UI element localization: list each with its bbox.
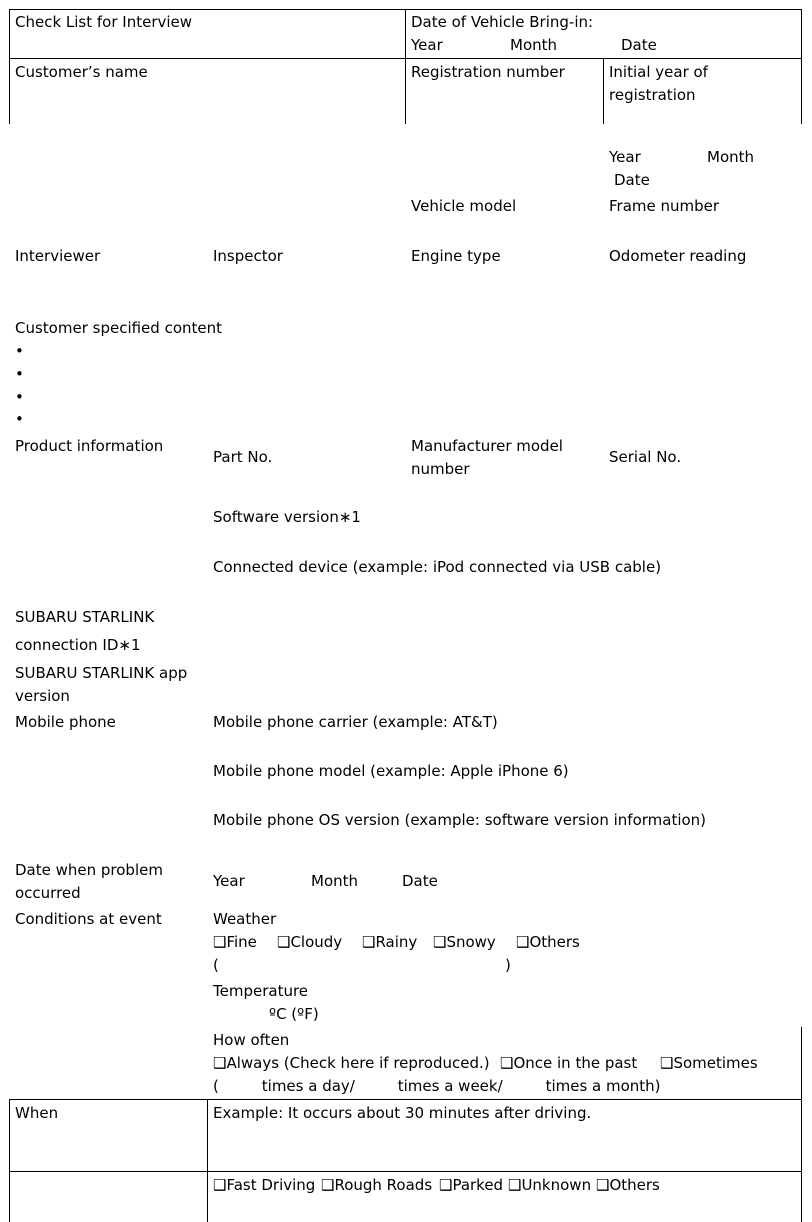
rule — [207, 1099, 208, 1222]
customer-content-label: Customer specified content — [15, 319, 223, 337]
parked-checkbox[interactable]: ❑Parked — [439, 1176, 504, 1194]
weather-snowy-checkbox[interactable]: ❑Snowy — [433, 933, 496, 951]
temperature-unit: ºC (ºF) — [269, 1005, 319, 1023]
initial-year-year: Year — [609, 148, 641, 166]
engine-type-label: Engine type — [411, 247, 501, 265]
bullet: • — [15, 388, 24, 406]
fast-driving-checkbox[interactable]: ❑Fast Driving — [213, 1176, 316, 1194]
rule — [9, 1099, 802, 1100]
starlink-line1: SUBARU STARLINK — [15, 608, 155, 626]
weather-paren-close: ) — [505, 956, 511, 974]
sometimes-checkbox[interactable]: ❑Sometimes — [660, 1054, 758, 1072]
weather-rainy-checkbox[interactable]: ❑Rainy — [362, 933, 418, 951]
weather-cloudy-checkbox[interactable]: ❑Cloudy — [277, 933, 343, 951]
rough-roads-checkbox[interactable]: ❑Rough Roads — [321, 1176, 433, 1194]
always-checkbox[interactable]: ❑Always (Check here if reproduced.) — [213, 1054, 490, 1072]
product-info-label: Product information — [15, 437, 164, 455]
starlink-line2: connection ID∗1 — [15, 636, 141, 654]
initial-year-label: Initial year of registration — [609, 63, 708, 104]
mobile-phone-label: Mobile phone — [15, 713, 116, 731]
problem-date-year: Year — [213, 872, 245, 890]
form-title: Check List for Interview — [15, 13, 193, 31]
part-no-label: Part No. — [213, 448, 273, 466]
rule — [801, 9, 802, 124]
rule — [603, 58, 604, 124]
when-example: Example: It occurs about 30 minutes after driving. — [213, 1104, 592, 1122]
when-label: When — [15, 1104, 59, 1122]
inspector-label: Inspector — [213, 247, 283, 265]
mobile-carrier-label: Mobile phone carrier (example: AT&T) — [213, 713, 498, 731]
conditions-label: Conditions at event — [15, 910, 162, 928]
manufacturer-model-label: Manufacturer model number — [411, 437, 563, 478]
frequency-text: ( times a day/ times a week/ times a month) — [213, 1077, 661, 1095]
bullet: • — [15, 365, 24, 383]
bring-in-month: Month — [510, 36, 558, 54]
mobile-os-label: Mobile phone OS version (example: software version information) — [213, 811, 707, 829]
interviewer-label: Interviewer — [15, 247, 101, 265]
rule — [9, 1171, 802, 1172]
mobile-model-label: Mobile phone model (example: Apple iPhone 6) — [213, 762, 569, 780]
rule — [9, 1099, 10, 1222]
frame-number-label: Frame number — [609, 197, 720, 215]
bring-in-date: Date — [621, 36, 657, 54]
software-version-label: Software version∗1 — [213, 508, 361, 526]
customer-name-label: Customer’s name — [15, 63, 148, 81]
temperature-label: Temperature — [213, 982, 309, 1000]
weather-paren-open: ( — [213, 956, 219, 974]
odometer-label: Odometer reading — [609, 247, 747, 265]
problem-date-label: Date when problem occurred — [15, 861, 163, 902]
unknown-checkbox[interactable]: ❑Unknown — [508, 1176, 592, 1194]
how-often-label: How often — [213, 1031, 290, 1049]
initial-year-date: Date — [614, 171, 650, 189]
bring-in-year: Year — [411, 36, 443, 54]
problem-date-date: Date — [402, 872, 438, 890]
starlink-app-version-label: SUBARU STARLINK app version — [15, 664, 188, 705]
others-checkbox[interactable]: ❑Others — [596, 1176, 660, 1194]
bring-in-label: Date of Vehicle Bring-in: — [411, 13, 594, 31]
initial-year-month: Month — [707, 148, 755, 166]
weather-label: Weather — [213, 910, 277, 928]
serial-no-label: Serial No. — [609, 448, 682, 466]
rule — [405, 9, 406, 124]
weather-fine-checkbox[interactable]: ❑Fine — [213, 933, 257, 951]
connected-device-label: Connected device (example: iPod connected via USB cable) — [213, 558, 662, 576]
bullet: • — [15, 342, 24, 360]
rule — [9, 9, 10, 124]
problem-date-month: Month — [311, 872, 359, 890]
rule — [801, 1027, 802, 1222]
weather-others-checkbox[interactable]: ❑Others — [516, 933, 580, 951]
once-in-past-checkbox[interactable]: ❑Once in the past — [500, 1054, 638, 1072]
vehicle-model-label: Vehicle model — [411, 197, 517, 215]
registration-number-label: Registration number — [411, 63, 565, 81]
bullet: • — [15, 410, 24, 428]
